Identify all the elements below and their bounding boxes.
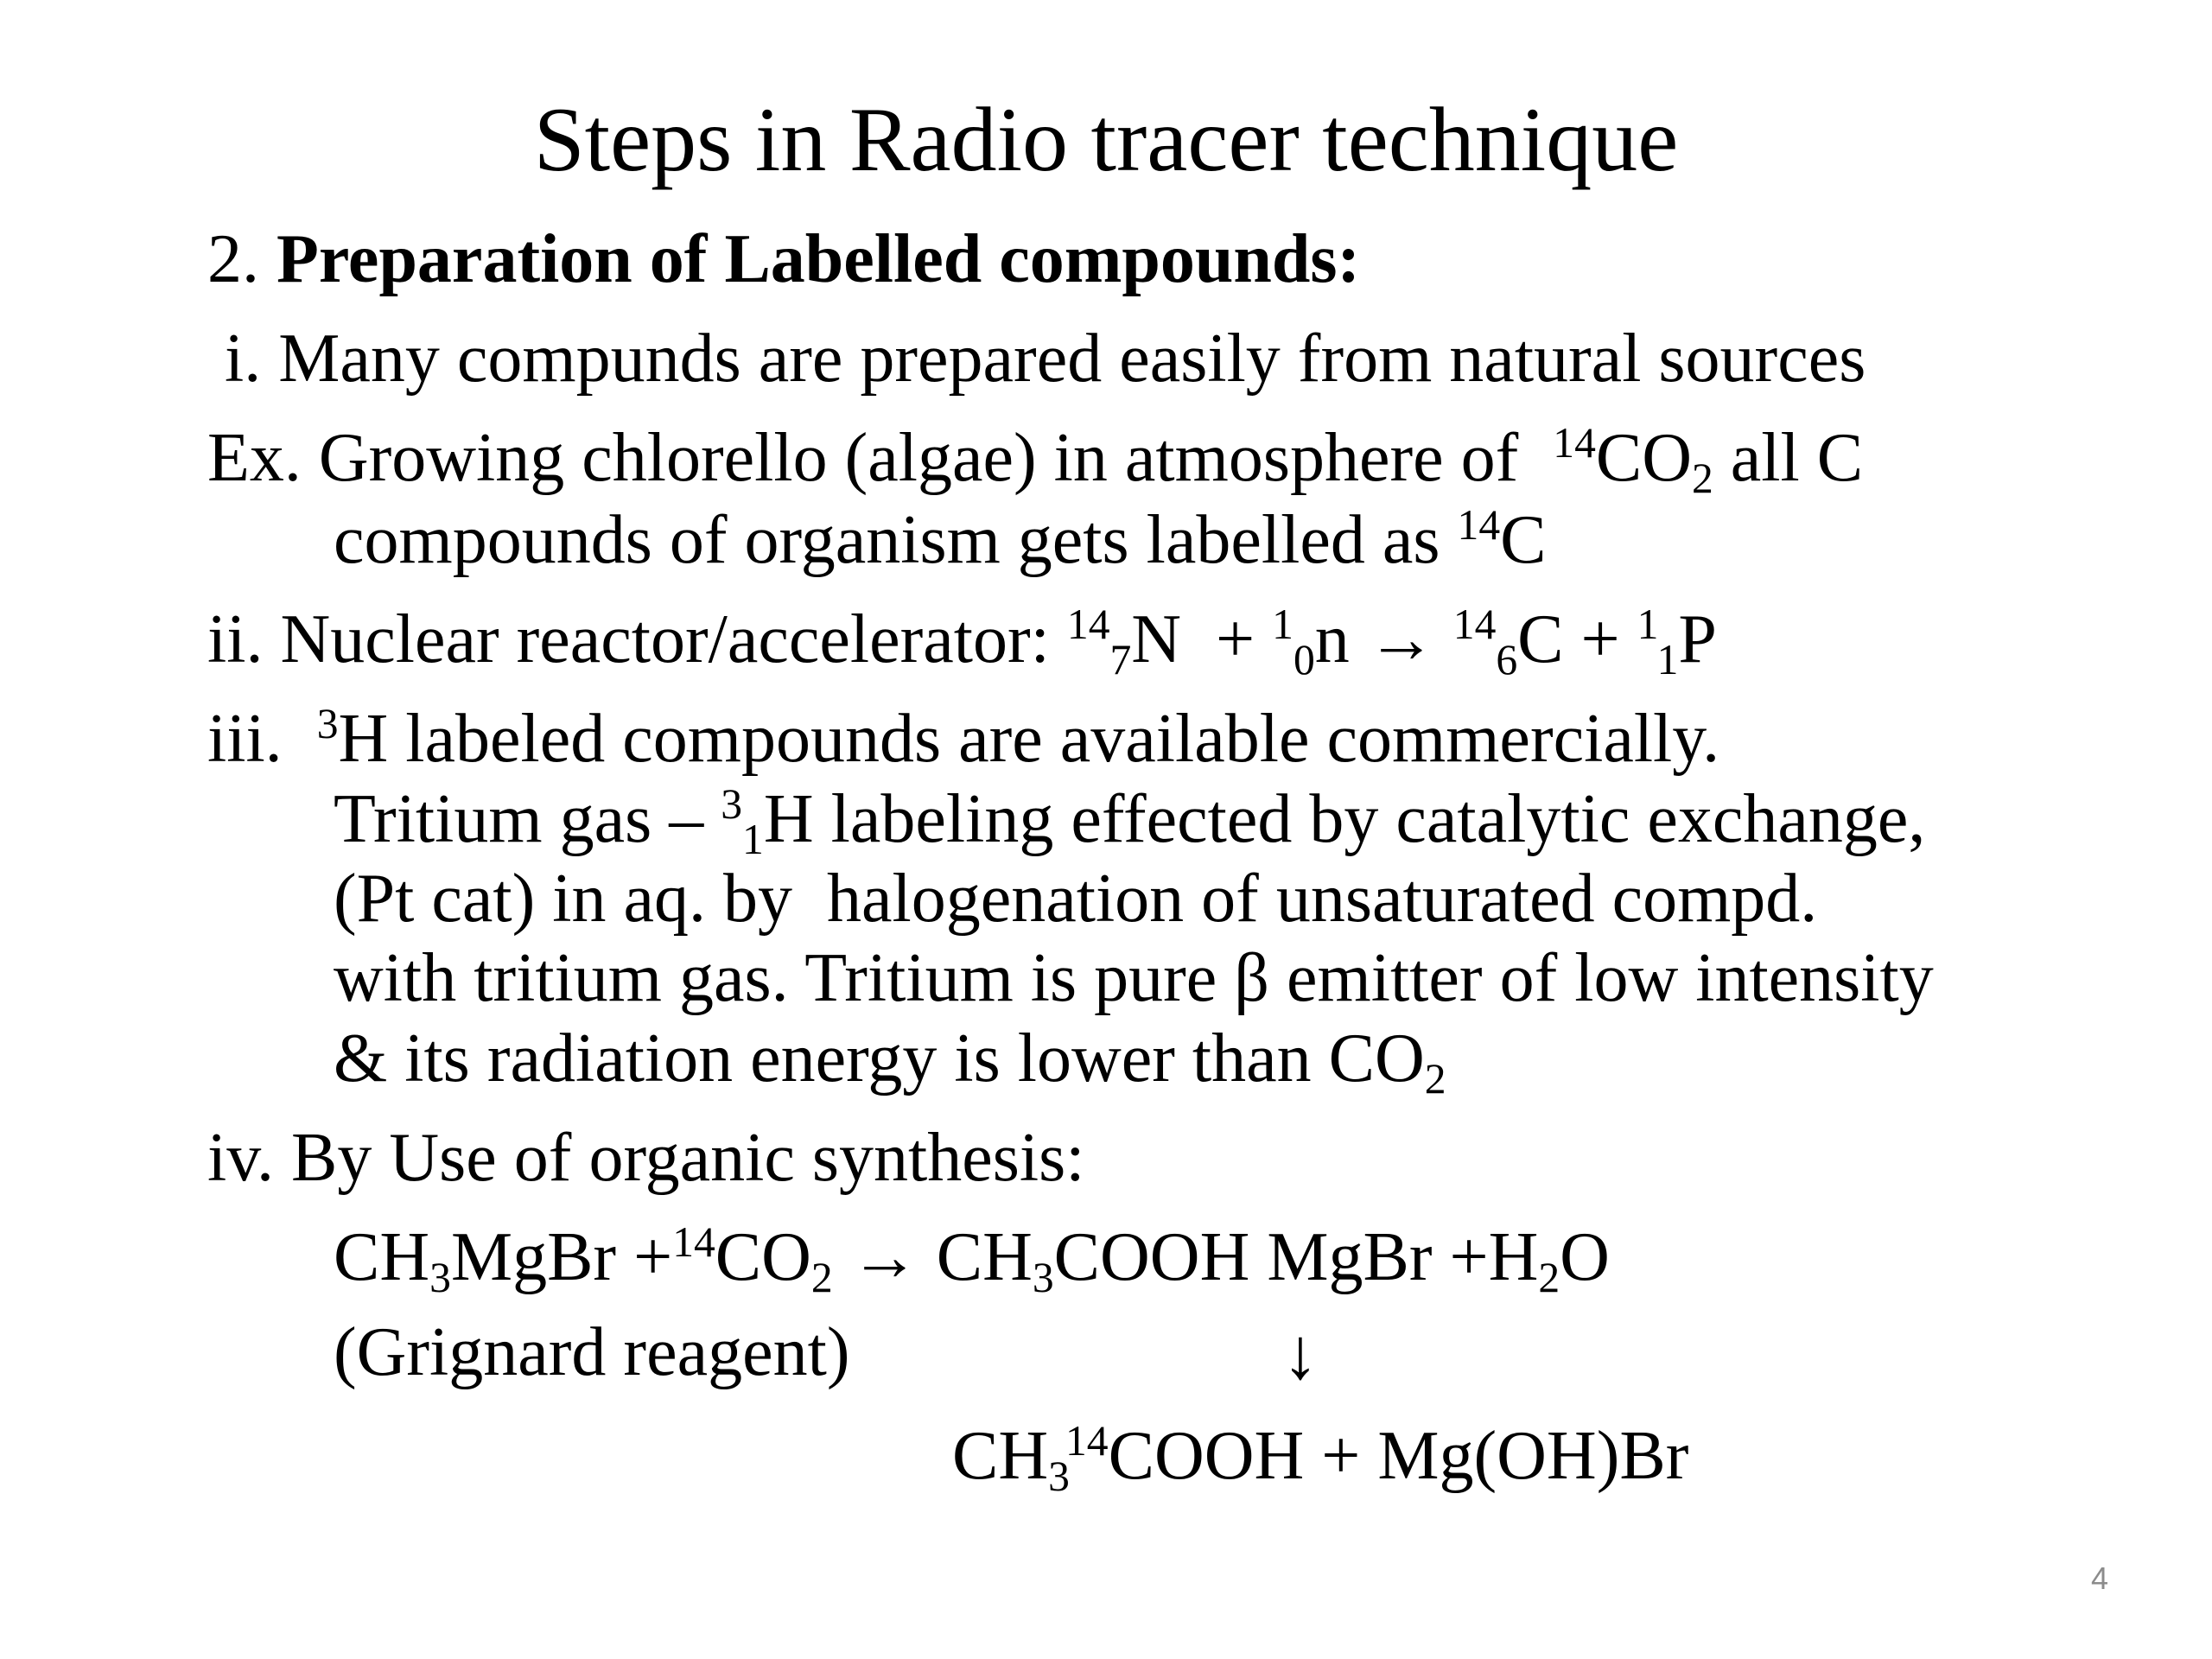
point-iii-line-5-text: & its radiation energy is lower than CO (334, 1020, 1425, 1096)
eq1-ch3-sub: 3 (1032, 1253, 1054, 1301)
point-iii-prefix: iii. (207, 701, 317, 777)
point-iii-line-2-text: H labeling effected by catalytic exchange, (763, 781, 1926, 857)
eq1-co: CO (715, 1219, 811, 1295)
point-i-text: i. Many compunds are prepared easily from natural sources (207, 321, 1866, 397)
eq1-cooh: COOH MgBr +H (1053, 1219, 1539, 1295)
point-ii (207, 596, 1717, 683)
neutron-number: 0 (1293, 635, 1315, 683)
point-iii-line-2-prefix: Tritium gas – (334, 781, 721, 857)
example-line-2 (334, 497, 1546, 583)
tritium-number: 1 (742, 815, 764, 863)
example-formula-1: CO (1595, 420, 1692, 496)
eq2-rest: COOH + Mg(OH)Br (1108, 1418, 1689, 1494)
example-prefix: Ex. Growing chlorello (algae) in atmosphere of (207, 420, 1536, 496)
section-heading (207, 216, 1360, 302)
carbon-mass: 14 (1452, 600, 1497, 648)
carbon-number: 6 (1496, 635, 1518, 683)
point-iii-line-3: (Pt cat) in aq. by halogenation of unsaturated compd. (334, 861, 1818, 937)
page-number: 4 (2090, 1560, 2108, 1596)
eq1-arrow-ch: → CH (832, 1219, 1033, 1295)
example-sup-1: 14 (1553, 418, 1596, 467)
eq1-c14-sup: 14 (672, 1217, 715, 1266)
proton-number: 1 (1656, 635, 1679, 683)
tritium-mass: 3 (721, 779, 743, 828)
neutron-mass: 1 (1272, 600, 1294, 648)
example-line-2-end: C (1500, 502, 1547, 578)
down-arrow-icon: ↓ (1282, 1314, 1319, 1395)
grignard-equation (334, 1214, 1610, 1300)
point-iii-line-1-text: H labeled compounds are available commercially. (338, 701, 1720, 777)
carbon-symbol: C + (1517, 601, 1637, 677)
point-iv: iv. By Use of organic synthesis: (207, 1120, 1085, 1196)
eq2-c14-sup: 14 (1065, 1416, 1109, 1465)
point-ii-prefix: ii. Nuclear reactor/accelerator: (207, 601, 1067, 677)
product-equation (952, 1413, 1688, 1499)
eq1-o: O (1560, 1219, 1610, 1295)
nitrogen-number: 7 (1109, 635, 1132, 683)
eq2-ch-sub: 3 (1048, 1452, 1070, 1500)
eq1-ch: CH (334, 1219, 430, 1295)
proton-symbol: P (1678, 601, 1717, 677)
eq1-ch-sub: 3 (429, 1253, 451, 1301)
example-suffix-1: all C (1713, 420, 1864, 496)
proton-mass: 1 (1637, 600, 1657, 648)
example-sup-2: 14 (1457, 500, 1501, 549)
point-iii-line-2 (334, 776, 1925, 862)
eq1-h2-sub: 2 (1538, 1253, 1560, 1301)
example-sub-1: 2 (1692, 454, 1713, 502)
nitrogen-mass: 14 (1066, 600, 1110, 648)
section-number: 2. (207, 221, 259, 297)
point-i (207, 315, 1866, 402)
eq1-mgbr: MgBr + (450, 1219, 673, 1295)
hydrogen-mass: 3 (316, 699, 339, 747)
grignard-reagent-label: (Grignard reagent) (334, 1314, 850, 1390)
point-iii-line-4: with tritium gas. Tritium is pure β emitter of low intensity (334, 940, 1934, 1016)
point-iii-line-1 (207, 696, 1719, 782)
section-heading-text: Preparation of Labelled compounds: (276, 221, 1361, 297)
point-iii-line-5 (334, 1015, 1446, 1102)
point-iii-line-5-sub: 2 (1424, 1054, 1446, 1103)
nitrogen-symbol: N + (1131, 601, 1273, 677)
eq2-ch: CH (952, 1418, 1049, 1494)
example-line-1 (207, 415, 1863, 501)
neutron-symbol: n → (1314, 601, 1453, 677)
example-line-2-text: compounds of organism gets labelled as (334, 502, 1458, 578)
eq1-co-sub: 2 (810, 1253, 833, 1301)
slide-title: Steps in Radio tracer technique (533, 89, 1679, 190)
